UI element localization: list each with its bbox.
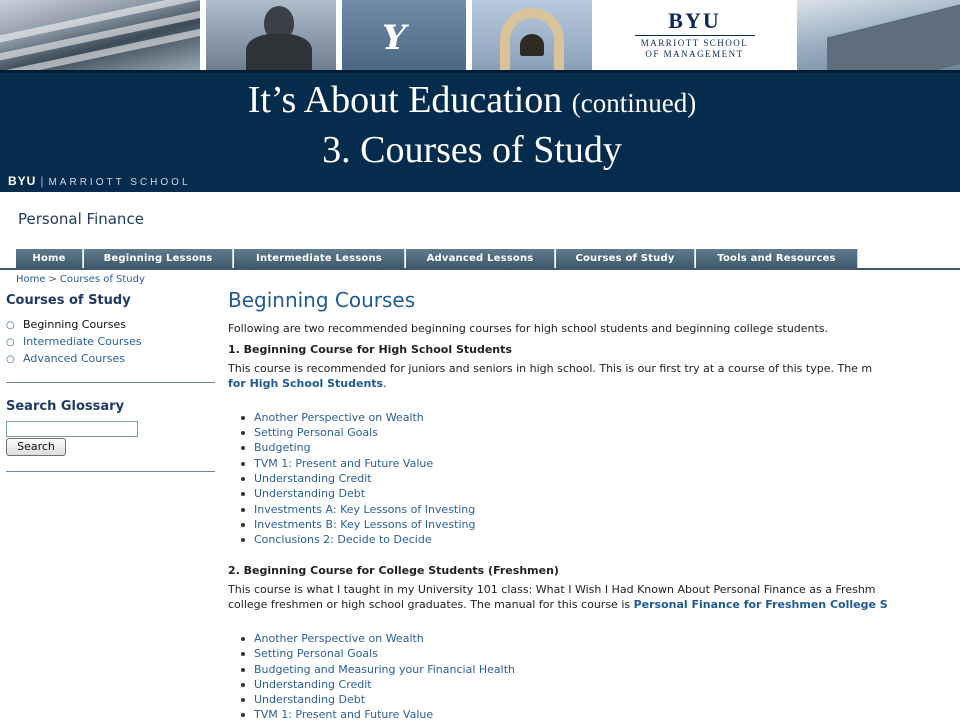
lesson-link[interactable]: TVM 1: Present and Future Value bbox=[254, 707, 433, 720]
tab-tools-and-resources[interactable]: Tools and Resources bbox=[696, 249, 858, 268]
bullet-dot-icon bbox=[241, 446, 245, 450]
sidebar-item-beginning-courses[interactable]: ○ Beginning Courses bbox=[6, 318, 126, 331]
banner-photo-bell bbox=[472, 0, 592, 70]
page-title: Beginning Courses bbox=[228, 288, 416, 312]
tab-home[interactable]: Home bbox=[16, 249, 83, 268]
bullet-dot-icon bbox=[241, 431, 245, 435]
section-2-heading: 2. Beginning Course for College Students (Freshmen) bbox=[228, 564, 559, 577]
banner-photo-mountain-y: Y bbox=[342, 0, 466, 70]
circle-bullet-icon: ○ bbox=[6, 337, 15, 348]
sidebar-heading: Courses of Study bbox=[6, 293, 131, 308]
lesson-link[interactable]: Another Perspective on Wealth bbox=[254, 631, 424, 646]
lesson-link[interactable]: Setting Personal Goals bbox=[254, 425, 378, 440]
main-content bbox=[228, 288, 960, 720]
bullet-dot-icon bbox=[241, 462, 245, 466]
section-2-manual-line: college freshmen or high school graduates. The manual for this course is Personal Finance for Freshmen College S bbox=[228, 598, 888, 611]
tab-beginning-lessons[interactable]: Beginning Lessons bbox=[84, 249, 233, 268]
section-2-description: This course is what I taught in my University 101 class: What I Wish I Had Known About Personal Finance as a Freshm bbox=[228, 583, 876, 596]
lesson-link[interactable]: Setting Personal Goals bbox=[254, 646, 378, 661]
glossary-search-input[interactable] bbox=[6, 421, 138, 437]
section-2-manual-link[interactable]: Personal Finance for Freshmen College S bbox=[633, 598, 888, 611]
section-1-heading: 1. Beginning Course for High School Students bbox=[228, 343, 512, 356]
glossary-heading: Search Glossary bbox=[6, 399, 125, 414]
bullet-dot-icon bbox=[241, 652, 245, 656]
bullet-dot-icon bbox=[241, 477, 245, 481]
bullet-dot-icon bbox=[241, 508, 245, 512]
slide-title: It’s About Education (continued) bbox=[247, 79, 697, 121]
intro-text: Following are two recommended beginning courses for high school students and beginning college students. bbox=[228, 322, 829, 335]
banner-photo-statue bbox=[206, 0, 336, 70]
bullet-dot-icon bbox=[241, 668, 245, 672]
lesson-link[interactable]: Understanding Credit bbox=[254, 677, 372, 692]
nav-divider bbox=[0, 268, 960, 270]
tab-intermediate-lessons[interactable]: Intermediate Lessons bbox=[234, 249, 405, 268]
lesson-link[interactable]: Understanding Debt bbox=[254, 486, 365, 501]
slide-title-continued: (continued) bbox=[571, 88, 697, 118]
circle-bullet-icon: ○ bbox=[6, 320, 15, 331]
breadcrumb-current[interactable]: Courses of Study bbox=[59, 274, 145, 285]
sidebar-divider bbox=[6, 382, 215, 383]
slide-subtitle: 3. Courses of Study bbox=[322, 129, 622, 171]
lesson-link[interactable]: Investments A: Key Lessons of Investing bbox=[254, 502, 475, 517]
byu-marriott-logo: BYU MARRIOTT SCHOOL OF MANAGEMENT bbox=[597, 0, 792, 70]
bullet-dot-icon bbox=[241, 538, 245, 542]
bullet-dot-icon bbox=[241, 637, 245, 641]
breadcrumb-separator: > bbox=[48, 274, 57, 285]
tab-advanced-lessons[interactable]: Advanced Lessons bbox=[406, 249, 555, 268]
title-band bbox=[0, 70, 960, 192]
lesson-link[interactable]: Conclusions 2: Decide to Decide bbox=[254, 532, 432, 547]
bullet-dot-icon bbox=[241, 416, 245, 420]
circle-bullet-icon: ○ bbox=[6, 354, 15, 365]
section-1-description: This course is recommended for juniors and seniors in high school. This is our first try at a course of this type. The m bbox=[228, 362, 873, 375]
bullet-dot-icon bbox=[241, 523, 245, 527]
breadcrumb-home-link[interactable]: Home bbox=[16, 274, 46, 285]
lesson-link[interactable]: Budgeting bbox=[254, 440, 311, 455]
lesson-link[interactable]: Understanding Credit bbox=[254, 471, 372, 486]
sidebar-item-intermediate-courses[interactable]: ○ Intermediate Courses bbox=[6, 335, 142, 348]
section-1-manual-link[interactable]: for High School Students bbox=[228, 377, 384, 390]
glossary-search-button[interactable]: Search bbox=[6, 438, 66, 456]
lesson-link[interactable]: Another Perspective on Wealth bbox=[254, 410, 424, 425]
banner-photo-architecture bbox=[0, 0, 200, 70]
sidebar-item-advanced-courses[interactable]: ○ Advanced Courses bbox=[6, 352, 125, 365]
bullet-dot-icon bbox=[241, 713, 245, 717]
lesson-link[interactable]: Understanding Debt bbox=[254, 692, 365, 707]
bullet-dot-icon bbox=[241, 698, 245, 702]
lesson-link[interactable]: TVM 1: Present and Future Value bbox=[254, 456, 433, 471]
banner-photo-building bbox=[797, 0, 960, 70]
bullet-dot-icon bbox=[241, 492, 245, 496]
byu-mini-brand: BYU | MARRIOTT SCHOOL bbox=[8, 174, 191, 188]
bullet-dot-icon bbox=[241, 683, 245, 687]
breadcrumb bbox=[16, 274, 145, 285]
sidebar-divider bbox=[6, 471, 215, 472]
nav-tab-bar bbox=[16, 249, 960, 268]
section-1-manual-line: for High School Students. bbox=[228, 377, 387, 390]
tab-courses-of-study[interactable]: Courses of Study bbox=[556, 249, 695, 268]
site-title: Personal Finance bbox=[18, 210, 144, 228]
lesson-link[interactable]: Investments B: Key Lessons of Investing bbox=[254, 517, 475, 532]
photo-banner bbox=[0, 0, 960, 70]
lesson-link[interactable]: Budgeting and Measuring your Financial Health bbox=[254, 662, 515, 677]
